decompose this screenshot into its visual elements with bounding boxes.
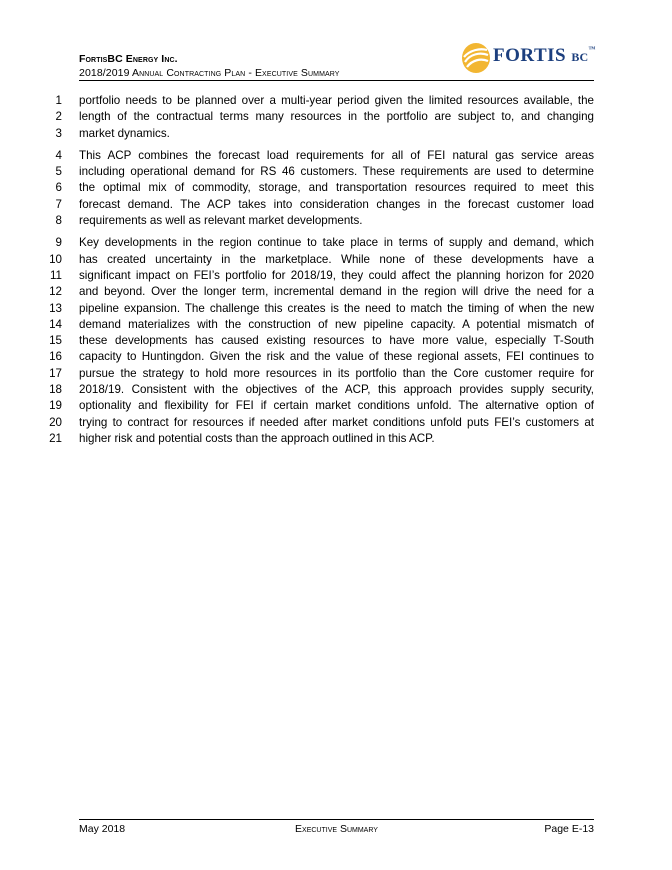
- line-number: 19: [49, 399, 62, 413]
- text-line: [0, 235, 672, 251]
- text-line: [0, 301, 672, 317]
- line-number: 8: [55, 214, 62, 228]
- line-number: 4: [55, 148, 62, 162]
- paragraph: [0, 93, 672, 142]
- text-line: [0, 252, 672, 268]
- fortisbc-logo: [461, 41, 596, 75]
- body-text: [0, 93, 672, 453]
- footer-page-number: Page E-13: [544, 823, 594, 835]
- text-line: [0, 349, 672, 365]
- text-line: [0, 284, 672, 300]
- line-number: 13: [49, 301, 62, 315]
- text-line: [0, 268, 672, 284]
- line-number: 12: [49, 285, 62, 299]
- footer-date: May 2018: [79, 823, 126, 835]
- line-number: 18: [49, 383, 62, 397]
- line-text: higher risk and potential costs than the approach outlined in this ACP.: [79, 431, 435, 445]
- line-text: Key developments in the region continue to take place in terms of supply and demand, which: [79, 236, 594, 250]
- line-text: pursue the strategy to hold more resources in its portfolio than the Core customer require for: [79, 366, 594, 380]
- line-number: 14: [49, 317, 62, 331]
- text-line: [0, 317, 672, 333]
- line-text: and beyond. Over the longer term, incremental demand in the region will drive the need for a: [79, 285, 594, 299]
- header-rule: [79, 80, 594, 81]
- line-number: 21: [49, 431, 62, 445]
- line-number: 1: [55, 94, 62, 107]
- line-text: 2018/19. Consistent with the objectives of the ACP, this approach provides supply security,: [79, 383, 594, 397]
- line-number: 6: [55, 181, 62, 195]
- line-number: 7: [55, 197, 62, 211]
- text-line: [0, 126, 672, 142]
- line-text: trying to contract for resources if needed after market conditions unfold puts FEI’s customers at: [79, 415, 594, 429]
- line-text: optionality and flexibility for FEI if certain market conditions unfold. The alternative option of: [79, 399, 594, 413]
- line-number: 10: [49, 252, 62, 266]
- document-subtitle: 2018/2019 Annual Contracting Plan - Executive Summary: [79, 67, 340, 79]
- logo-trademark: ™: [588, 45, 596, 53]
- line-number: 16: [49, 350, 62, 364]
- line-text: length of the contractual terms many resources in the portfolio are subject to, and changing: [79, 110, 594, 124]
- text-line: [0, 180, 672, 196]
- line-text: significant impact on FEI’s portfolio for 2018/19, they could affect the planning horizon for 2020: [79, 268, 594, 282]
- line-number: 9: [55, 236, 62, 250]
- line-number: 17: [49, 366, 62, 380]
- text-line: [0, 366, 672, 382]
- line-number: 15: [49, 334, 62, 348]
- text-line: [0, 109, 672, 125]
- line-number: 20: [49, 415, 62, 429]
- line-text: these developments has caused existing resources to have more value, especially T-South: [79, 334, 594, 348]
- line-text: capacity to Huntingdon. Given the risk and the value of these regional assets, FEI continues to: [79, 350, 594, 364]
- line-text: This ACP combines the forecast load requirements for all of FEI natural gas service areas: [79, 148, 594, 162]
- line-text: has created uncertainty in the marketplace. While none of these developments have a: [79, 252, 594, 266]
- logo-wordmark: [493, 45, 596, 67]
- text-line: [0, 213, 672, 229]
- line-text: portfolio needs to be planned over a multi-year period given the limited resources available, the: [79, 94, 594, 107]
- line-number: 2: [55, 110, 62, 124]
- line-text: including operational demand for RS 46 customers. These requirements are used to determine: [79, 165, 594, 179]
- footer-rule: [79, 819, 594, 820]
- line-number: 5: [55, 165, 62, 179]
- line-text: pipeline expansion. The challenge this creates is the need to match the timing of when the new: [79, 301, 594, 315]
- logo-bc-text: BC: [571, 50, 589, 64]
- line-number: 3: [55, 126, 62, 140]
- text-line: [0, 398, 672, 414]
- text-line: [0, 197, 672, 213]
- text-line: [0, 148, 672, 164]
- line-number: 11: [49, 268, 62, 282]
- footer-section: Executive Summary: [295, 823, 378, 835]
- line-text: demand materializes with the construction of new pipeline capacity. A potential mismatch of: [79, 317, 594, 331]
- paragraph: [0, 235, 672, 447]
- company-name: FortisBC Energy Inc.: [79, 53, 178, 65]
- text-line: [0, 333, 672, 349]
- line-text: forecast demand. The ACP takes into consideration changes in the forecast customer load: [79, 197, 594, 211]
- text-line: [0, 382, 672, 398]
- paragraph: [0, 148, 672, 229]
- line-text: requirements as well as relevant market developments.: [79, 214, 363, 228]
- text-line: [0, 415, 672, 431]
- fortis-flame-icon: [461, 42, 491, 74]
- text-line: [0, 431, 672, 447]
- text-line: [0, 164, 672, 180]
- line-text: market dynamics.: [79, 126, 170, 140]
- logo-fortis-text: FORTIS: [493, 45, 567, 66]
- text-line: [0, 93, 672, 109]
- line-text: the optimal mix of commodity, storage, and transportation resources required to meet this: [79, 181, 594, 195]
